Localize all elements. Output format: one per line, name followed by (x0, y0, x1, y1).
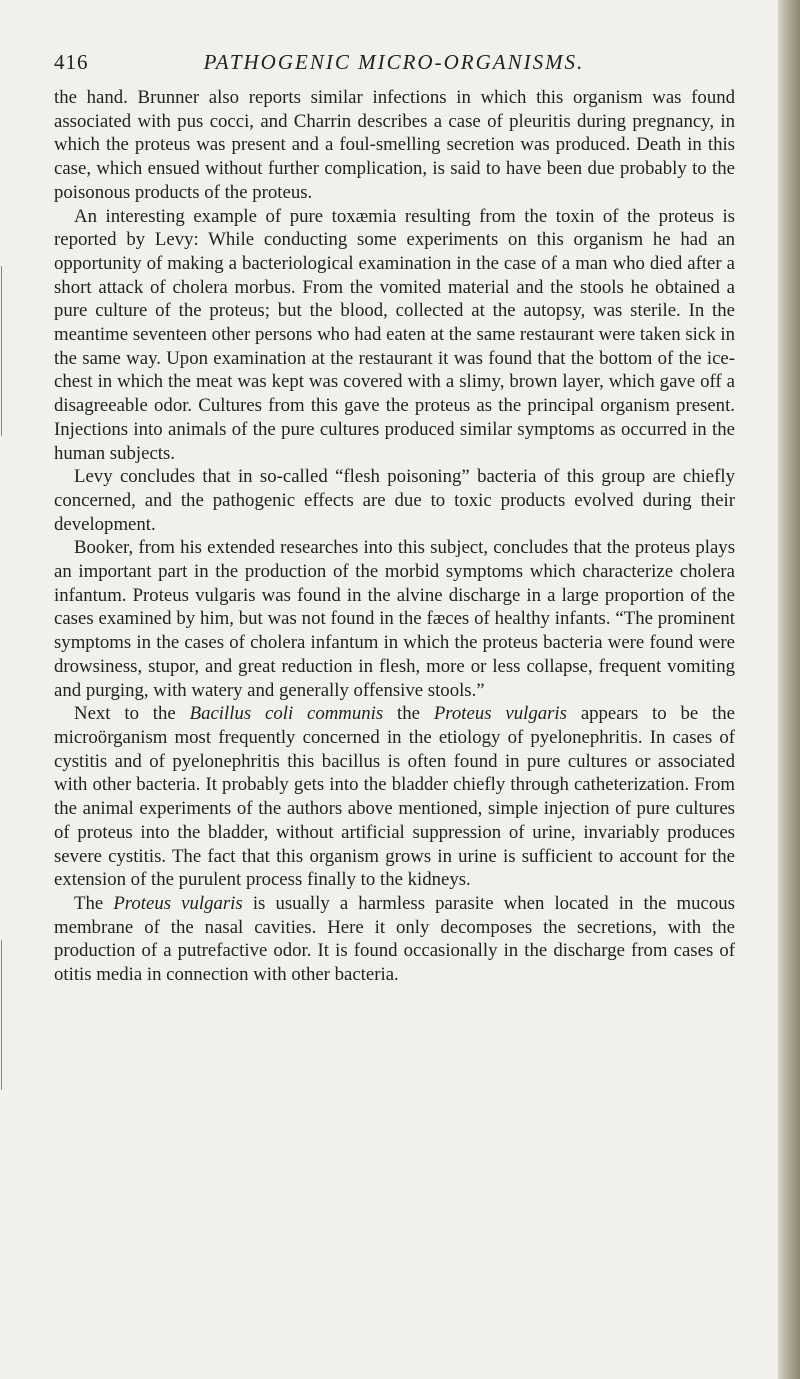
page-edge (778, 0, 800, 1379)
paragraph (54, 892, 735, 987)
text-run: the (383, 703, 434, 725)
text-run: Next to the (74, 703, 190, 725)
paragraph: An interesting example of pure toxæmia resulting from the toxin of the proteus is reported by Levy: While conducting some experiments on this organism he had an opportunity of making a bacteriological examination in the case of a man who died after a short attack of cholera morbus. From the vomited material and the stools he obtained a pure culture of the proteus; but the blood, collected at the autopsy, was sterile. In the meantime seventeen other persons who had eaten at the same restaurant were taken sick in the same way. Upon examination at the restaurant it was found that the bottom of the ice-chest in which the meat was kept was covered with a slimy, brown layer, which gave off a disagreeable odor. Cultures from this gave the proteus as the principal organism present. Injections into animals of the pure cultures produced similar symptoms as occurred in the human subjects. (54, 205, 735, 464)
italic-term: Proteus vulgaris (433, 703, 567, 725)
body-text (54, 86, 735, 987)
italic-term: Proteus vulgaris (113, 892, 243, 914)
paragraph: the hand. Brunner also reports similar infections in which this organism was found associated with pus cocci, and Charrin describes a case of pleuritis during pregnancy, in which the proteus was present and a foul-smelling secretion was produced. Death in this case, which ensued without further complication, is said to have been due probably to the poisonous products of the proteus. (54, 87, 735, 203)
paragraph: Levy concludes that in so-called “flesh poisoning” bacteria of this group are chiefly concerned, and the pathogenic effects are due to toxic products evolved during their development. (54, 466, 735, 535)
margin-pencil-mark (1, 940, 2, 1090)
paragraph: Booker, from his extended researches into this subject, concludes that the proteus plays an important part in the production of the morbid symptoms which characterize cholera infantum. Proteus vulgaris was found in the alvine discharge in a large proportion of the cases examined by him, but was not found in the fæces of healthy infants. “The prominent symptoms in the cases of cholera infantum in which the proteus bacteria were found were drowsiness, stupor, and great reduction in flesh, more or less collapse, frequent vomiting and purging, with watery and generally offensive stools.” (54, 537, 735, 701)
italic-term: Bacillus coli communis (189, 703, 384, 725)
page-number: 416 (54, 50, 89, 74)
text-run: The (74, 892, 114, 914)
running-title: PATHOGENIC MICRO-ORGANISMS. (203, 50, 585, 74)
page-header (54, 50, 734, 80)
text-run: is usually a harmless parasite when located in the mucous membrane of the nasal cavities. Here it only decomposes the secretions, with the production of a putrefactive odor. It is found occasionally in the discharge from cases of otitis media in connection with other bacteria. (54, 892, 735, 986)
text-run: appears to be the microörganism most frequently concerned in the etiology of pyelonephritis. In cases of cystitis and of pyelonephritis this bacillus is often found in pure cultures or associated with other bacteria. It probably gets into the bladder chiefly through catheterization. From the animal experiments of the authors above mentioned, simple injection of pure cultures of proteus into the bladder, without artificial suppression of urine, invariably produces severe cystitis. The fact that this organism grows in urine is sufficient to account for the extension of the purulent process finally to the kidneys. (54, 703, 735, 891)
margin-pencil-mark (1, 266, 2, 436)
paragraph (54, 702, 735, 892)
